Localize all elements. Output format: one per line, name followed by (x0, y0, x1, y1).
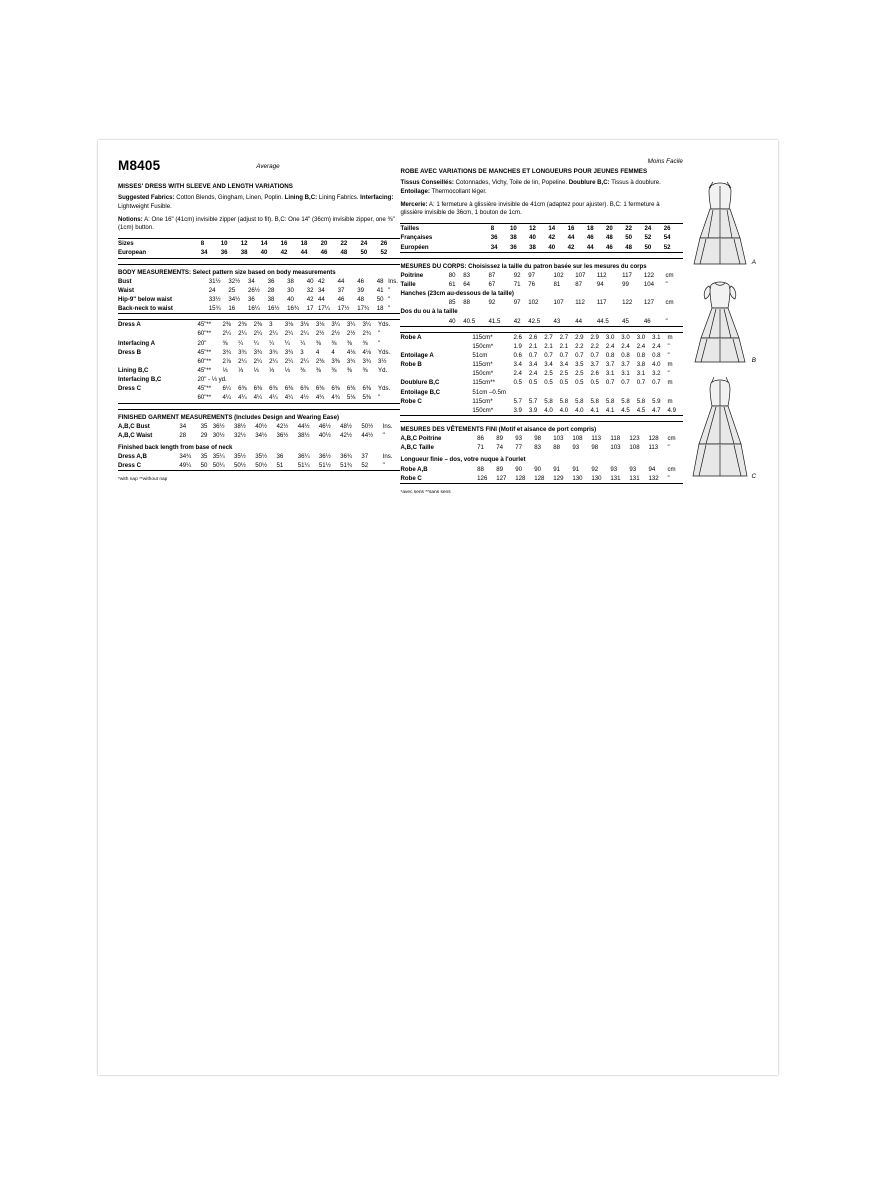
table-row: Robe B 115cm* 3.4 3.4 3.4 3.4 3.5 3.7 3.7 3.7 3.8 4.0 m (400, 361, 673, 369)
interfacing-text: Lightweight Fusible. (118, 202, 172, 210)
table-row: Hip-9" below waist 33½ 34½ 36 38 40 42 44 46 48 50 " (118, 296, 391, 304)
notions-text: A: One 16" (41cm) invisible zipper (adjust to fit). B,C: One 14" (36cm) invisible zipper, one ⅜" (1cm) button. (118, 215, 395, 232)
table-row: BODY MEASUREMENTS: Select pattern size based on body measurements (118, 268, 336, 276)
table-row: Hanches (23cm au-dessous de la taille) (400, 290, 514, 298)
table-row: Tailles 8 10 12 14 16 18 20 22 24 26 (400, 225, 671, 233)
lining-label: Lining B,C: (284, 194, 318, 201)
table-row: 60"** 2¼ 2¼ 2¼ 2¼ 2¼ 2¼ 2½ 2½ 2½ 2¾ " (197, 330, 381, 338)
view-c-label: C (751, 473, 756, 480)
pattern-number: M8405 (118, 158, 161, 173)
view-b-figure (682, 274, 758, 366)
fabrics-text-fr: Cotonnades, Vichy, Toile de lin, Popeline. (453, 179, 569, 186)
french-finished-measurements (400, 422, 682, 483)
table-row: Bust 31½ 32½ 34 36 38 40 42 44 46 48 Ins. (118, 277, 398, 285)
table-row: Européen 34 36 38 40 42 44 46 48 50 52 (400, 243, 671, 251)
french-title: ROBE AVEC VARIATIONS DE MANCHES ET LONGUEURS POUR JEUNES FEMMES (400, 168, 648, 175)
table-row: Poitrine 80 83 87 92 97 102 107 112 117 122 cm (400, 271, 674, 279)
table-row: A,B,C Taille 71 74 77 83 88 93 98 103 108 113 " (400, 444, 670, 452)
table-row: MESURES DES VÊTEMENTS FINI (Motif et aisance de port compris) (400, 425, 597, 433)
lining-text: Lining Fabrics. (317, 194, 361, 201)
interfacing-text-fr: Thermocollant léger. (429, 187, 487, 195)
table-row: Sizes 8 10 12 14 16 18 20 22 24 26 (118, 240, 388, 248)
french-panel (400, 158, 682, 495)
header-row-fr (400, 158, 682, 165)
table-row: Dress B 45"** 3¾ 3¾ 3¾ 3¾ 3¾ 3 4 4 4⅛ 4⅛ Yds. (118, 348, 391, 356)
english-panel (118, 158, 400, 495)
table-row: Françaises 36 38 40 42 44 46 48 50 52 54 (400, 234, 671, 242)
english-footnote: *with nap **without nap (118, 477, 168, 483)
english-body-measurements (118, 265, 400, 314)
interfacing-label: Interfacing: (360, 194, 394, 201)
table-row: 60"** 2⅞ 2¼ 2¼ 2¼ 2¼ 2¼ 2⅜ 3⅜ 3¾ 3¾ 3½ (197, 357, 387, 365)
french-yardage-table (400, 333, 682, 415)
table-row: Waist 24 25 26½ 28 30 32 34 37 39 41 " (118, 286, 391, 294)
english-notions (118, 216, 400, 234)
dress-view-a-illustration (689, 176, 751, 268)
table-row: European 34 36 38 40 42 44 46 48 50 52 (118, 249, 388, 257)
interfacing-label-fr: Entoilage: (400, 187, 430, 195)
english-title: MISSES' DRESS WITH SLEEVE AND LENGTH VARIATIONS (118, 183, 293, 190)
table-row: 40 40.5 41.5 42 42.5 43 44 44.5 45 46 " (448, 317, 668, 325)
table-row: Longueur finie – dos, votre nuque à l'ourlet (400, 456, 526, 464)
divider (400, 483, 682, 484)
pattern-envelope-back (98, 140, 778, 1075)
english-fabrics (118, 194, 400, 212)
table-row: Dress A 45"** 2⅜ 2⅜ 2⅜ 3 3⅛ 3⅛ 3⅛ 3¼ 3¼ 3¼ Yds. (118, 321, 391, 329)
lining-text-fr: Tissus à doublure. (609, 179, 661, 186)
dress-view-c-illustration (689, 372, 751, 482)
french-body-measurements (400, 259, 682, 326)
view-a-label: A (751, 259, 756, 266)
table-row: Robe A,B 88 89 90 90 91 91 92 93 93 94 cm (400, 465, 676, 473)
header-row (118, 158, 400, 173)
table-row: 150cm* 2.4 2.4 2.5 2.5 2.5 2.6 3.1 3.1 3.1 3.2 " (472, 370, 670, 378)
divider (118, 470, 400, 471)
line-art-column (683, 158, 758, 495)
table-row: 60"** 4¼ 4¼ 4¼ 4¼ 4¼ 4½ 4¾ 4¾ 5⅛ 5⅜ " (197, 394, 381, 402)
table-row: A,B,C Bust 34 35 36½ 38½ 40½ 42½ 44½ 46½ 48½ 50½ Ins. (118, 422, 393, 430)
table-row: Interfacing A 20" ⅜ ¼ ¼ ¼ ¼ ¼ ⅜ ⅜ ⅜ ⅜ " (118, 339, 381, 347)
table-row: A,B,C Poitrine 86 89 93 98 103 108 113 118 123 128 cm (400, 435, 676, 443)
table-row: MESURES DU CORPS: Choisissez la taille du patron basée sur les mesures du corps (400, 262, 647, 270)
lining-label-fr: Doublure B,C: (568, 179, 610, 186)
notions-label: Notions: (118, 215, 143, 223)
fabrics-label-fr: Tissus Conseillés: (400, 179, 454, 186)
french-size-table (400, 224, 682, 251)
table-row: Entoilage A 51cm 0.6 0.7 0.7 0.7 0.7 0.7 0.8 0.8 0.8 0.8 " (400, 352, 670, 359)
notions-label-fr: Mercerie: (400, 200, 428, 208)
table-row: Entoilage B,C 51cm –0.5m (400, 388, 506, 396)
table-row: Robe C 115cm* 5.7 5.7 5.8 5.8 5.8 5.8 5.8 5.8 5.8 5.9 m (400, 397, 673, 405)
table-row: Robe C 126 127 128 128 129 130 130 131 131 132 " (400, 474, 670, 482)
table-row: Interfacing B,C 20" - ⅓ yd. (118, 376, 227, 384)
english-yardage-table (118, 320, 400, 402)
difficulty-en: Average (256, 163, 280, 170)
table-row: 85 88 92 97 102 107 112 117 122 127 cm (448, 299, 674, 307)
table-row: 150cm* 1.9 2.1 2.1 2.1 2.2 2.2 2.4 2.4 2.4 2.4 " (472, 342, 670, 350)
table-row: 150cm* 3.9 3.9 4.0 4.0 4.0 4.1 4.1 4.5 4.5 4.7 4.9 (472, 406, 676, 414)
view-b-label: B (751, 357, 756, 364)
table-row: A,B,C Waist 28 29 30½ 32½ 34½ 36½ 38½ 40½ 42½ 44½ " (118, 431, 385, 439)
english-size-table (118, 239, 400, 257)
english-finished-measurements (118, 410, 400, 471)
fabrics-text: Cotton Blends, Gingham, Linen, Poplin. (174, 194, 285, 201)
difficulty-fr: Moins Facile (647, 158, 683, 165)
view-a-figure (682, 176, 758, 268)
table-row: Doublure B,C 115cm** 0.5 0.5 0.5 0.5 0.5 0.5 0.7 0.7 0.7 0.7 m (400, 379, 673, 387)
table-row: Dress C 49¼ 50 50¼ 50½ 50½ 51 51¼ 51½ 51¾ 52 " (118, 462, 385, 470)
table-row: Lining B,C 45"** ⅓ ⅓ ⅓ ⅓ ⅓ ⅜ ⅜ ⅜ ⅜ ⅜ Yd. (118, 367, 388, 374)
french-notions (400, 201, 682, 219)
table-row: Dos du ou à la taille (400, 308, 458, 316)
table-row: Dress C 45"** 6¼ 6⅜ 6⅜ 6⅜ 6⅜ 6⅜ 6⅜ 6⅜ 6⅜ 6⅜ Yds. (118, 385, 391, 393)
view-c-figure (682, 372, 758, 482)
table-row: Back-neck to waist 15¾ 16 16¼ 16½ 16¾ 17 17¼ 17½ 17¾ 18 " (118, 305, 391, 313)
table-row: Finished back length from base of neck (118, 443, 233, 451)
notions-text-fr: A: 1 fermeture à glissière invisible de 41cm (adaptez pour ajuster). B,C: 1 fermeture à glissière invisible de 36cm, 1 bouton de 1cm. (400, 200, 660, 217)
table-row: FINISHED GARMENT MEASUREMENTS (Includes Design and Wearing Ease) (118, 413, 339, 421)
table-row: Taille 61 64 67 71 76 81 87 94 99 104 " (400, 281, 668, 289)
dress-view-b-illustration (689, 274, 751, 366)
table-row: Dress A,B 34¾ 35 35¼ 35½ 35½ 36 36¼ 36½ 36¾ 37 Ins. (118, 453, 393, 461)
french-fabrics (400, 179, 682, 197)
french-footnote: *avec sens **sans sens (400, 489, 451, 495)
table-row: Robe A 115cm* 2.6 2.6 2.7 2.7 2.9 2.9 3.0 3.0 3.0 3.1 m (400, 333, 673, 341)
fabrics-label: Suggested Fabrics: (118, 194, 175, 201)
